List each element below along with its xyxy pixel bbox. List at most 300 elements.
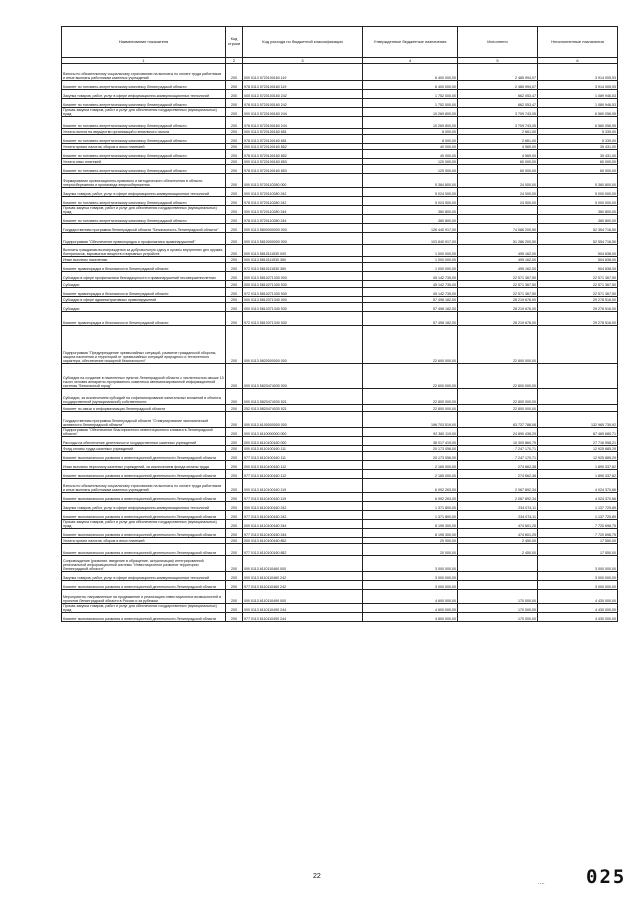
- row-name: Комитет экономического развития и инвестиционной деятельности Ленинградской области: [62, 470, 226, 479]
- row-classification-code: 972 0113 5810111530 360: [243, 263, 363, 272]
- row-unexecuted-amount: 67 469 680,71: [538, 428, 618, 437]
- row-code: 200: [226, 150, 243, 159]
- row-name: Прочая закупка товаров, работ и услуг для обеспечения государственных (муниципальных) нужд: [62, 206, 226, 215]
- table-row: [62, 529, 618, 538]
- row-unexecuted-amount: 7 720 698,75: [538, 529, 618, 538]
- table-row: [62, 389, 618, 405]
- row-approved-amount: 38 017 419,00: [363, 437, 458, 446]
- row-classification-code: 000 0113 5720100160 244: [243, 108, 363, 117]
- row-code: 200: [226, 428, 243, 437]
- row-name: Иные выплаты персоналу казенных учреждений, за исключением фонда оплаты труда: [62, 461, 226, 470]
- row-executed-amount: 74 086 200,50: [458, 224, 538, 233]
- row-executed-amount: 474 601,25: [458, 529, 538, 538]
- row-executed-amount: [458, 572, 538, 581]
- row-unexecuted-amount: 7 720 698,75: [538, 520, 618, 529]
- row-name: Субсидии: [62, 281, 226, 288]
- row-executed-amount: 28 219 676,00: [458, 303, 538, 312]
- row-code: 200: [226, 224, 243, 233]
- row-approved-amount: 8 000,00: [363, 135, 458, 144]
- row-approved-amount: 103 840 917,00: [363, 233, 458, 245]
- row-executed-amount: 24 000,00: [458, 197, 538, 206]
- row-unexecuted-amount: 132 965 730,92: [538, 412, 618, 428]
- row-classification-code: 972 0113 5810371340 530: [243, 312, 363, 326]
- row-approved-amount: 4 600 000,00: [363, 613, 458, 622]
- row-name: Субсидии в сфере административных правонарушений: [62, 297, 226, 303]
- row-executed-amount: 495 162,00: [458, 257, 538, 263]
- row-executed-amount: 22 571 367,50: [458, 281, 538, 288]
- row-executed-amount: 63 737 788,08: [458, 412, 538, 428]
- header-approved: Утвержденные бюджетные назначения: [363, 27, 458, 58]
- table-row: [62, 135, 618, 144]
- row-approved-amount: 57 498 182,00: [363, 312, 458, 326]
- row-classification-code: 000 0113 6110100160 112: [243, 461, 363, 470]
- row-executed-amount: 2 661,00: [458, 135, 538, 144]
- table-row: [62, 117, 618, 129]
- table-row: [62, 215, 618, 224]
- row-name: Формирование организационно-правового и методического обеспечения в области энергосбережения и пропаганда энергосбережения: [62, 174, 226, 188]
- table-row: [62, 90, 618, 99]
- column-number: 5: [458, 58, 538, 64]
- row-executed-amount: 170 000,00: [458, 613, 538, 622]
- row-unexecuted-amount: [538, 326, 618, 364]
- row-unexecuted-amount: 3 000 000,00: [538, 556, 618, 572]
- row-approved-amount: 45 142 735,00: [363, 272, 458, 281]
- row-name: Комитет экономического развития и инвестиционной деятельности Ленинградской области: [62, 581, 226, 590]
- row-name: Сопровождение (развитие, введение в обращение, актуализация) интегрированной региональной информационной системы "Инвестиционное развитие территории Ленинградской области": [62, 556, 226, 572]
- row-approved-amount: 360 800,00: [363, 206, 458, 215]
- table-row: [62, 99, 618, 108]
- row-classification-code: 000 0113 5720110280 000: [243, 174, 363, 188]
- row-unexecuted-amount: 1 137 725,89: [538, 502, 618, 511]
- table-row: [62, 165, 618, 174]
- row-executed-amount: [458, 215, 538, 224]
- row-executed-amount: 170 000,00: [458, 590, 538, 604]
- row-code: 200: [226, 604, 243, 613]
- row-name: Комитет по топливно-энергетическому комплексу Ленинградской области: [62, 81, 226, 90]
- row-name: Комитет правопорядка и безопасности Ленинградской области: [62, 288, 226, 297]
- row-name: Комитет правопорядка и безопасности Ленинградской области: [62, 312, 226, 326]
- row-approved-amount: 8 195 300,00: [363, 520, 458, 529]
- header-code: Код строки: [226, 27, 243, 58]
- row-code: 200: [226, 326, 243, 364]
- table-row: [62, 174, 618, 188]
- row-approved-amount: 22 600 000,00: [363, 364, 458, 389]
- table-row: [62, 556, 618, 572]
- table-row: [62, 197, 618, 206]
- row-unexecuted-amount: 12 925 885,29: [538, 452, 618, 461]
- row-name: Комитет по топливно-энергетическому комплексу Ленинградской области: [62, 215, 226, 224]
- row-approved-amount: 1 371 800,00: [363, 502, 458, 511]
- table-row: [62, 428, 618, 437]
- row-code: 200: [226, 520, 243, 529]
- row-classification-code: 977 0113 6110110490 244: [243, 613, 363, 622]
- row-code: 200: [226, 159, 243, 165]
- row-code: 200: [226, 312, 243, 326]
- row-executed-amount: 22 800 000,00: [458, 364, 538, 389]
- header-executed: Исполнено: [458, 27, 538, 58]
- row-name: Комитет по связи и информатизации Ленинградской области: [62, 405, 226, 412]
- row-executed-amount: 24 000,00: [458, 188, 538, 197]
- table-row: [62, 502, 618, 511]
- row-approved-amount: 8 000,00: [363, 129, 458, 135]
- table-row: [62, 206, 618, 215]
- row-classification-code: 000 0113 5720100160 851: [243, 129, 363, 135]
- row-code: 200: [226, 108, 243, 117]
- row-classification-code: 252 0113 5820474030 521: [243, 405, 363, 412]
- row-executed-amount: 274 662,38: [458, 470, 538, 479]
- row-classification-code: 000 0113 6110000000 000: [243, 428, 363, 437]
- row-name: Уплата налога на имущество организаций и земельного налога: [62, 129, 226, 135]
- table-row: [62, 288, 618, 297]
- row-classification-code: 000 0113 5810271330 530: [243, 281, 363, 288]
- row-code: 200: [226, 544, 243, 556]
- table-row: [62, 303, 618, 312]
- row-code: 200: [226, 446, 243, 452]
- row-approved-amount: 8 195 300,00: [363, 529, 458, 538]
- row-name: Закупка товаров, работ, услуг в сфере информационно-коммуникационных технологий: [62, 502, 226, 511]
- row-classification-code: 000 0113 6110100160 119: [243, 479, 363, 493]
- row-executed-amount: 22 800 000,00: [458, 389, 538, 405]
- row-unexecuted-amount: 1 089 946,53: [538, 90, 618, 99]
- row-approved-amount: 22 600 000,00: [363, 326, 458, 364]
- row-unexecuted-amount: 17 550,00: [538, 544, 618, 556]
- row-unexecuted-amount: 3 914 005,93: [538, 81, 618, 90]
- row-classification-code: 978 0113 5720100160 244: [243, 117, 363, 129]
- row-code: 200: [226, 470, 243, 479]
- row-code: 200: [226, 188, 243, 197]
- row-approved-amount: 20 000,00: [363, 544, 458, 556]
- row-name: Комитет по топливно-энергетическому комплексу Ленинградской области: [62, 150, 226, 159]
- row-name: Взносы по обязательному социальному страхованию на выплаты по оплате труда работников и иные выплаты работникам казенных учреждений: [62, 479, 226, 493]
- column-number: 2: [226, 58, 243, 64]
- row-approved-amount: 40 000,00: [363, 144, 458, 150]
- row-name: Комитет по топливно-энергетическому комплексу Ленинградской области: [62, 117, 226, 129]
- row-unexecuted-amount: 504 838,00: [538, 263, 618, 272]
- row-executed-amount: 2 661,00: [458, 129, 538, 135]
- row-approved-amount: 4 600 000,00: [363, 604, 458, 613]
- row-classification-code: 000 0113 6110110460 000: [243, 556, 363, 572]
- row-executed-amount: 662 053,47: [458, 99, 538, 108]
- row-classification-code: 000 0113 6110100160 000: [243, 437, 363, 446]
- row-unexecuted-amount: 6 560 056,95: [538, 108, 618, 117]
- row-unexecuted-amount: 4 430 000,00: [538, 590, 618, 604]
- row-classification-code: 000 0113 5720110280 242: [243, 188, 363, 197]
- table-row: [62, 108, 618, 117]
- row-name: Уплата прочих налогов, сборов и иных платежей: [62, 144, 226, 150]
- row-name: Фонд оплаты труда казенных учреждений: [62, 446, 226, 452]
- row-unexecuted-amount: 1 137 725,89: [538, 511, 618, 520]
- row-executed-amount: 24 890 438,29: [458, 428, 538, 437]
- row-executed-amount: [458, 556, 538, 572]
- row-code: 200: [226, 405, 243, 412]
- row-classification-code: 000 0113 5810371340 530: [243, 303, 363, 312]
- row-name: Прочая закупка товаров, работ и услуг для обеспечения государственных (муниципальных) нужд: [62, 604, 226, 613]
- table-row: [62, 272, 618, 281]
- row-executed-amount: 2 067 892,34: [458, 479, 538, 493]
- table-row: [62, 281, 618, 288]
- row-approved-amount: 360 800,00: [363, 215, 458, 224]
- row-unexecuted-amount: 35 431,00: [538, 150, 618, 159]
- row-classification-code: 000 0113 5720100160 242: [243, 90, 363, 99]
- row-code: 200: [226, 197, 243, 206]
- row-executed-amount: 495 162,00: [458, 263, 538, 272]
- row-name: Комитет по топливно-энергетическому комплексу Ленинградской области: [62, 135, 226, 144]
- row-code: 200: [226, 556, 243, 572]
- row-approved-amount: 196 703 519,00: [363, 412, 458, 428]
- row-approved-amount: 10 269 800,00: [363, 108, 458, 117]
- table-row: [62, 572, 618, 581]
- row-approved-amount: 20 173 056,00: [363, 452, 458, 461]
- row-executed-amount: 3 709 743,05: [458, 108, 538, 117]
- row-approved-amount: 22 800 000,00: [363, 405, 458, 412]
- row-approved-amount: 3 000 000,00: [363, 572, 458, 581]
- row-executed-amount: 495 162,00: [458, 245, 538, 257]
- row-code: 200: [226, 389, 243, 405]
- row-classification-code: 000 0113 6110100160 244: [243, 520, 363, 529]
- table-row: [62, 452, 618, 461]
- row-unexecuted-amount: 27 716 558,21: [538, 437, 618, 446]
- table-row: [62, 461, 618, 470]
- row-unexecuted-amount: 29 278 516,00: [538, 297, 618, 303]
- row-code: 200: [226, 613, 243, 622]
- row-unexecuted-amount: 360 800,00: [538, 215, 618, 224]
- row-code: 200: [226, 590, 243, 604]
- row-unexecuted-amount: 360 800,00: [538, 206, 618, 215]
- row-executed-amount: 234 074,11: [458, 511, 538, 520]
- row-classification-code: 000 0113 5810111530 000: [243, 245, 363, 257]
- table-row: [62, 233, 618, 245]
- row-unexecuted-amount: 1 089 946,53: [538, 99, 618, 108]
- row-approved-amount: 120 000,00: [363, 165, 458, 174]
- row-code: 200: [226, 144, 243, 150]
- table-row: [62, 150, 618, 159]
- column-number: 6: [538, 58, 618, 64]
- row-unexecuted-amount: [538, 389, 618, 405]
- row-executed-amount: 51 286 200,50: [458, 233, 538, 245]
- row-classification-code: 000 0113 5810371340 000: [243, 297, 363, 303]
- row-approved-amount: 22 800 000,00: [363, 389, 458, 405]
- row-unexecuted-amount: 4 430 000,00: [538, 604, 618, 613]
- footer-dots: ....: [538, 880, 545, 886]
- row-unexecuted-amount: 1 890 337,62: [538, 470, 618, 479]
- row-executed-amount: 4 569,00: [458, 150, 538, 159]
- row-approved-amount: 10 269 800,00: [363, 117, 458, 129]
- row-name: Взносы по обязательному социальному страхованию на выплаты по оплате труда работников и иные выплаты работникам казенных учреждений: [62, 64, 226, 81]
- row-name: Закупка товаров, работ, услуг в сфере информационно-коммуникационных технологий: [62, 188, 226, 197]
- row-executed-amount: 28 219 676,00: [458, 312, 538, 326]
- row-classification-code: 977 0113 6110100160 111: [243, 452, 363, 461]
- row-unexecuted-amount: 5 360 800,00: [538, 174, 618, 188]
- row-executed-amount: 3 709 743,05: [458, 117, 538, 129]
- table-row: [62, 81, 618, 90]
- row-unexecuted-amount: 6 560 056,95: [538, 117, 618, 129]
- row-classification-code: 977 0113 6110100160 119: [243, 493, 363, 502]
- row-name: Субсидии в сфере профилактики безнадзорности и правонарушений несовершеннолетних: [62, 272, 226, 281]
- row-approved-amount: 2 165 000,00: [363, 461, 458, 470]
- row-unexecuted-amount: 4 430 000,00: [538, 613, 618, 622]
- row-executed-amount: 22 571 367,50: [458, 272, 538, 281]
- row-name: Прочая закупка товаров, работ и услуг для обеспечения государственных (муниципальных) нужд: [62, 520, 226, 529]
- row-unexecuted-amount: 504 838,00: [538, 245, 618, 257]
- table-row: [62, 245, 618, 257]
- row-executed-amount: [458, 581, 538, 590]
- row-approved-amount: 20 173 056,00: [363, 446, 458, 452]
- row-approved-amount: 57 498 182,00: [363, 297, 458, 303]
- table-body: [62, 64, 618, 622]
- row-unexecuted-amount: 35 431,00: [538, 144, 618, 150]
- table-header-row: [62, 27, 618, 58]
- row-approved-amount: 6 400 000,00: [363, 64, 458, 81]
- row-executed-amount: 10 300 860,79: [458, 437, 538, 446]
- row-approved-amount: 5 384 800,00: [363, 174, 458, 188]
- row-name: Комитет экономического развития и инвестиционной деятельности Ленинградской области: [62, 452, 226, 461]
- row-unexecuted-amount: 60 000,00: [538, 165, 618, 174]
- table-row: [62, 437, 618, 446]
- row-classification-code: 000 0113 5810271330 000: [243, 272, 363, 281]
- row-classification-code: 977 0113 6110100160 244: [243, 529, 363, 538]
- row-code: 200: [226, 538, 243, 544]
- row-classification-code: 977 0113 6110100160 852: [243, 544, 363, 556]
- row-approved-amount: 1 752 000,00: [363, 99, 458, 108]
- row-approved-amount: 6 092 263,00: [363, 493, 458, 502]
- table-row: [62, 188, 618, 197]
- row-classification-code: 000 0113 6100000000 000: [243, 412, 363, 428]
- row-name: Уплата иных платежей: [62, 159, 226, 165]
- row-approved-amount: 6 400 000,00: [363, 81, 458, 90]
- table-row: [62, 581, 618, 590]
- row-classification-code: 000 0113 5720100160 853: [243, 159, 363, 165]
- row-unexecuted-amount: 12 925 885,29: [538, 446, 618, 452]
- table-row: [62, 412, 618, 428]
- row-classification-code: 978 0113 5720110280 244: [243, 215, 363, 224]
- row-name: Уплата прочих налогов, сборов и иных платежей: [62, 538, 226, 544]
- row-executed-amount: 234 074,11: [458, 502, 538, 511]
- row-unexecuted-amount: 52 354 716,50: [538, 224, 618, 233]
- table-row: [62, 479, 618, 493]
- row-executed-amount: 170 000,00: [458, 604, 538, 613]
- row-name: Комитет по топливно-энергетическому комплексу Ленинградской области: [62, 165, 226, 174]
- row-code: 200: [226, 364, 243, 389]
- row-code: 200: [226, 129, 243, 135]
- row-executed-amount: 60 000,00: [458, 159, 538, 165]
- row-classification-code: 000 0113 6110110460 242: [243, 572, 363, 581]
- row-approved-amount: 1 752 000,00: [363, 90, 458, 99]
- row-unexecuted-amount: 3 000 000,00: [538, 572, 618, 581]
- row-executed-amount: 2 485 994,07: [458, 64, 538, 81]
- row-code: 200: [226, 64, 243, 81]
- row-approved-amount: 5 024 000,00: [363, 197, 458, 206]
- row-executed-amount: 2 450,00: [458, 544, 538, 556]
- row-executed-amount: 2 450,00: [458, 538, 538, 544]
- table-row: [62, 604, 618, 613]
- table-row: [62, 326, 618, 364]
- row-classification-code: 000 0113 6110110490 244: [243, 604, 363, 613]
- row-approved-amount: 1 371 800,00: [363, 511, 458, 520]
- row-code: 200: [226, 581, 243, 590]
- table-row: [62, 493, 618, 502]
- budget-execution-table: [61, 26, 618, 622]
- row-approved-amount: 57 498 182,00: [363, 303, 458, 312]
- row-code: 200: [226, 297, 243, 303]
- row-name: Комитет экономического развития и инвестиционной деятельности Ленинградской области: [62, 544, 226, 556]
- page-number: 22: [313, 873, 321, 880]
- row-name: Комитет экономического развития и инвестиционной деятельности Ленинградской области: [62, 511, 226, 520]
- row-classification-code: 978 0113 5720100160 852: [243, 150, 363, 159]
- header-classification: Код расхода по бюджетной классификации: [243, 27, 363, 58]
- row-classification-code: 978 0113 5720100160 851: [243, 135, 363, 144]
- row-code: 200: [226, 303, 243, 312]
- row-code: 200: [226, 452, 243, 461]
- row-unexecuted-amount: 3 914 005,93: [538, 64, 618, 81]
- header-unexecuted: Неисполненные назначения: [538, 27, 618, 58]
- table-row: [62, 544, 618, 556]
- row-executed-amount: 2 485 994,07: [458, 81, 538, 90]
- row-code: 200: [226, 99, 243, 108]
- row-name: Закупка товаров, работ, услуг в сфере информационно-коммуникационных технологий: [62, 572, 226, 581]
- row-code: 200: [226, 165, 243, 174]
- row-unexecuted-amount: 17 550,00: [538, 538, 618, 544]
- row-code: 200: [226, 272, 243, 281]
- row-executed-amount: 274 662,38: [458, 461, 538, 470]
- row-classification-code: 978 0113 5720100160 242: [243, 99, 363, 108]
- row-code: 200: [226, 174, 243, 188]
- header-name: Наименование показателя: [62, 27, 226, 58]
- row-name: Государственная программа Ленинградской области "Безопасность Ленинградской области": [62, 224, 226, 233]
- row-code: 200: [226, 529, 243, 538]
- row-classification-code: 000 0113 6110100160 242: [243, 502, 363, 511]
- row-classification-code: 000 0113 6110110490 000: [243, 590, 363, 604]
- row-code: 200: [226, 90, 243, 99]
- row-unexecuted-amount: 5 339,00: [538, 129, 618, 135]
- row-name: Комитет экономического развития и инвестиционной деятельности Ленинградской области: [62, 529, 226, 538]
- row-name: Мероприятия, направленные на продвижение и реализацию инвестиционных возможностей и проектов Ленинградской области в России и за рубежом: [62, 590, 226, 604]
- row-code: 200: [226, 215, 243, 224]
- row-name: Подпрограмма "Обеспечение правопорядка и профилактика правонарушений": [62, 233, 226, 245]
- row-classification-code: 000 0113 6110100160 111: [243, 446, 363, 452]
- row-classification-code: 000 0113 5820474030 000: [243, 364, 363, 389]
- row-code: 200: [226, 245, 243, 257]
- row-code: 200: [226, 461, 243, 470]
- row-approved-amount: 6 092 263,00: [363, 479, 458, 493]
- row-approved-amount: 1 000 000,00: [363, 245, 458, 257]
- table-row: [62, 613, 618, 622]
- row-unexecuted-amount: 3 000 000,00: [538, 581, 618, 590]
- table-row: [62, 224, 618, 233]
- row-unexecuted-amount: 5 000 000,00: [538, 197, 618, 206]
- table-row: [62, 405, 618, 412]
- row-classification-code: 977 0113 6110100160 242: [243, 511, 363, 520]
- column-number: 1: [62, 58, 226, 64]
- row-executed-amount: 474 601,25: [458, 520, 538, 529]
- row-name: Субсидия на создание в населенных пунктах Ленинградской области с численностью свыше 10 тысяч человек аппаратно-программного комплекса автоматизированной информационной системы "Безопасный город": [62, 364, 226, 389]
- row-code: 200: [226, 117, 243, 129]
- row-name: Выплаты гражданам вознаграждения за добровольную сдачу в органы внутренних дел оружия, боеприпасов, взрывчатых веществ и взрывных устройств: [62, 245, 226, 257]
- row-name: Комитет экономического развития и инвестиционной деятельности Ленинградской области: [62, 613, 226, 622]
- row-executed-amount: 7 247 170,71: [458, 446, 538, 452]
- row-code: 200: [226, 493, 243, 502]
- table-row: [62, 263, 618, 272]
- row-name: Субсидии: [62, 303, 226, 312]
- row-classification-code: 978 0113 5720100160 853: [243, 165, 363, 174]
- row-code: 200: [226, 135, 243, 144]
- row-executed-amount: 22 571 367,50: [458, 288, 538, 297]
- row-approved-amount: 4 600 000,00: [363, 590, 458, 604]
- row-classification-code: 977 0113 6110110460 242: [243, 581, 363, 590]
- row-executed-amount: 22 800 000,00: [458, 405, 538, 412]
- column-number: 4: [363, 58, 458, 64]
- row-unexecuted-amount: 5 000 000,00: [538, 188, 618, 197]
- row-approved-amount: 3 000 000,00: [363, 556, 458, 572]
